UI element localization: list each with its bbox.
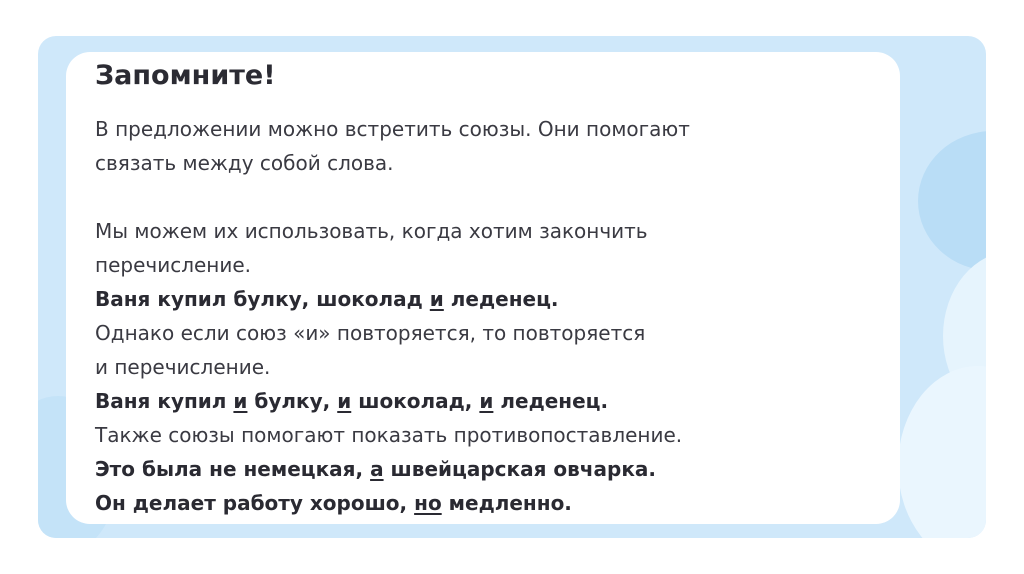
example-text: Ваня купил булку, шоколад xyxy=(95,287,430,311)
example-sentence-3 xyxy=(95,452,885,486)
example-text: Он делает работу хорошо, xyxy=(95,491,415,515)
slide-title: Запомните! xyxy=(95,60,276,91)
paragraph-gap xyxy=(95,180,885,214)
paragraph-line: Однако если союз «и» повторяется, то повторяется xyxy=(95,321,646,345)
example-text: шоколад, xyxy=(351,389,480,413)
conjunction-underlined: и xyxy=(233,389,248,413)
example-text: леденец. xyxy=(443,287,559,311)
example-text: медленно. xyxy=(441,491,572,515)
paragraph-line: связать между собой слова. xyxy=(95,151,394,175)
example-text: Это была не немецкая, xyxy=(95,457,371,481)
example-sentence-4 xyxy=(95,486,885,520)
paragraph-line: перечисление. xyxy=(95,253,252,277)
conjunction-underlined: и xyxy=(429,287,444,311)
slide-body xyxy=(95,112,885,520)
conjunction-underlined: но xyxy=(414,491,442,515)
example-text: булку, xyxy=(247,389,338,413)
cloud-decoration xyxy=(898,366,986,538)
conjunction-underlined: а xyxy=(370,457,384,481)
paragraph-line: Также союзы помогают показать противопоставление. xyxy=(95,423,683,447)
example-text: Ваня купил xyxy=(95,389,234,413)
paragraph-line: и перечисление. xyxy=(95,355,271,379)
example-sentence-1 xyxy=(95,282,885,316)
conjunction-underlined: и xyxy=(337,389,352,413)
example-sentence-2 xyxy=(95,384,885,418)
example-text: швейцарская овчарка. xyxy=(383,457,656,481)
conjunction-underlined: и xyxy=(479,389,494,413)
cloud-decoration xyxy=(918,131,986,271)
paragraph-line: Мы можем их использовать, когда хотим закончить xyxy=(95,219,648,243)
example-text: леденец. xyxy=(493,389,609,413)
paragraph-line: В предложении можно встретить союзы. Они помогают xyxy=(95,117,690,141)
